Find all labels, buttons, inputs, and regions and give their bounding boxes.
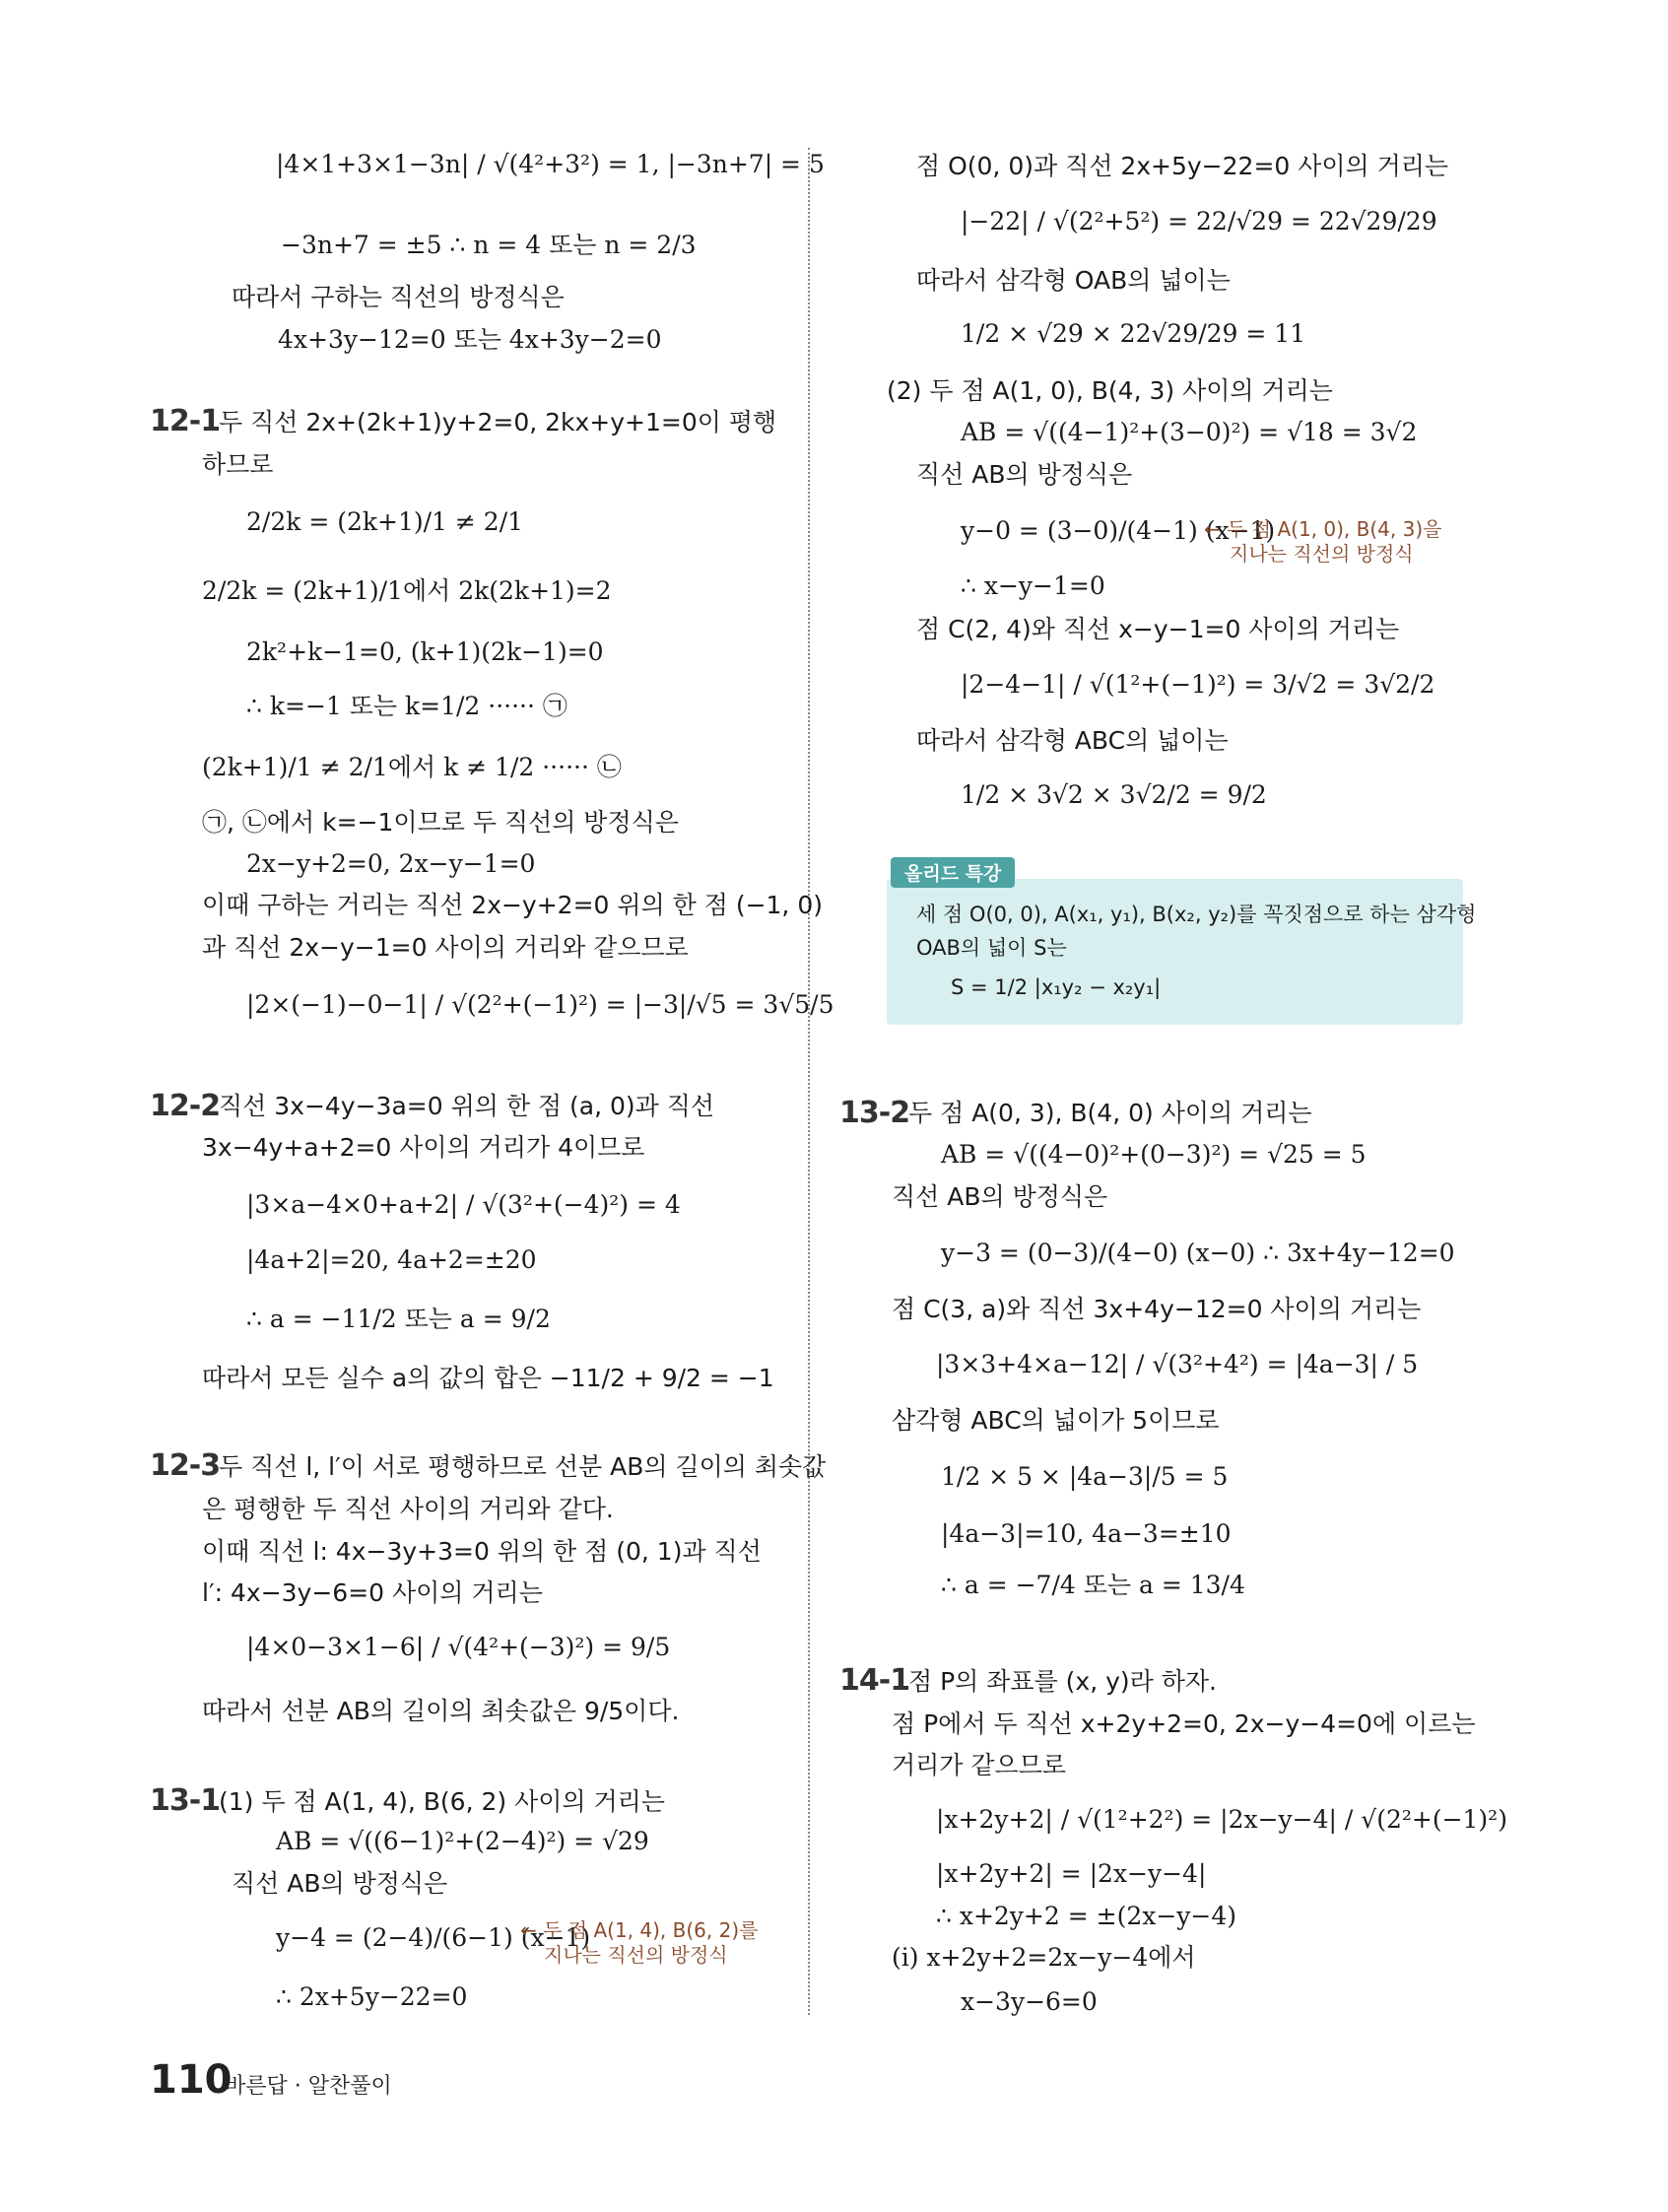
text-line: 따라서 구하는 직선의 방정식은 [232, 283, 565, 311]
text-line: 점 P의 좌표를 (x, y)라 하자. [908, 1667, 1218, 1696]
eq-line: |4×0−3×1−6| / √(4²+(−3)²) = 9/5 [246, 1633, 671, 1661]
eq-line: |x+2y+2| = |2x−y−4| [936, 1859, 1207, 1888]
text-line: 점 P에서 두 직선 x+2y+2=0, 2x−y−4=0에 이르는 [892, 1709, 1476, 1738]
text-line: 따라서 선분 AB의 길이의 최솟값은 9/5이다. [202, 1697, 680, 1725]
text-line: 따라서 모든 실수 a의 값의 합은 −11/2 + 9/2 = −1 [202, 1364, 774, 1392]
text-line: 이때 구하는 거리는 직선 2x−y+2=0 위의 한 점 (−1, 0) [202, 891, 823, 919]
eq-line: (i) x+2y+2=2x−y−4에서 [892, 1943, 1196, 1972]
eq-line: (2k+1)/1 ≠ 2/1에서 k ≠ 1/2 ······ ㉡ [202, 753, 622, 781]
eq-line: 1/2 × 3√2 × 3√2/2 = 9/2 [961, 780, 1267, 809]
tip-box-tag: 올리드 특강 [891, 857, 1015, 888]
eq-line: 2/2k = (2k+1)/1에서 2k(2k+1)=2 [202, 576, 612, 605]
text-line: 은 평행한 두 직선 사이의 거리와 같다. [202, 1495, 614, 1523]
eq-line: |2−4−1| / √(1²+(−1)²) = 3/√2 = 3√2/2 [961, 670, 1435, 699]
text-line: 따라서 삼각형 OAB의 넓이는 [916, 266, 1231, 295]
page-number: 110 [150, 2057, 233, 2103]
eq-line: |2×(−1)−0−1| / √(2²+(−1)²) = |−3|/√5 = 3√5/5 [246, 990, 834, 1019]
text-line: 점 O(0, 0)과 직선 2x+5y−22=0 사이의 거리는 [916, 152, 1449, 180]
eq-line: |4a−3|=10, 4a−3=±10 [941, 1519, 1232, 1548]
eq-line: y−3 = (0−3)/(4−0) (x−0) ∴ 3x+4y−12=0 [941, 1239, 1455, 1267]
text-line: 두 직선 l, l′이 서로 평행하므로 선분 AB의 길이의 최솟값 [219, 1452, 827, 1481]
eq-line: |4×1+3×1−3n| / √(4²+3²) = 1, |−3n+7| = 5 [276, 150, 825, 178]
text-line: l′: 4x−3y−6=0 사이의 거리는 [202, 1578, 543, 1607]
side-note: ← 두 점 A(1, 0), B(4, 3)을 [1204, 517, 1442, 541]
eq-line: AB = √((6−1)²+(2−4)²) = √29 [276, 1827, 649, 1855]
text-line: 하므로 [202, 450, 274, 479]
problem-number-12-2: 12-2 [150, 1089, 221, 1123]
problem-number-14-1: 14-1 [839, 1663, 910, 1698]
eq-line: x−3y−6=0 [961, 1987, 1098, 2016]
eq-line: ∴ a = −7/4 또는 a = 13/4 [941, 1571, 1245, 1599]
text-line: 직선 AB의 방정식은 [916, 460, 1133, 489]
eq-line: 2/2k = (2k+1)/1 ≠ 2/1 [246, 507, 524, 536]
text-line: 이때 직선 l: 4x−3y+3=0 위의 한 점 (0, 1)과 직선 [202, 1537, 762, 1566]
eq-line: y−4 = (2−4)/(6−1) (x−1) [276, 1923, 591, 1952]
eq-line: |4a+2|=20, 4a+2=±20 [246, 1245, 537, 1274]
eq-line: ∴ 2x+5y−22=0 [276, 1982, 468, 2011]
tip-formula: S = 1/2 |x₁y₂ − x₂y₁| [951, 975, 1162, 999]
text-line: ㉠, ㉡에서 k=−1이므로 두 직선의 방정식은 [202, 808, 679, 837]
text-line: 삼각형 ABC의 넓이가 5이므로 [892, 1406, 1220, 1435]
problem-number-12-1: 12-1 [150, 404, 221, 438]
side-note: ← 두 점 A(1, 4), B(6, 2)를 [520, 1918, 759, 1942]
eq-line: AB = √((4−1)²+(3−0)²) = √18 = 3√2 [961, 418, 1418, 446]
tip-line: OAB의 넓이 S는 [916, 936, 1067, 960]
text-line: 두 직선 2x+(2k+1)y+2=0, 2kx+y+1=0이 평행 [219, 408, 777, 436]
text-line: (2) 두 점 A(1, 0), B(4, 3) 사이의 거리는 [887, 376, 1333, 405]
eq-line: y−0 = (3−0)/(4−1) (x−1) [961, 516, 1276, 545]
side-note: 지나는 직선의 방정식 [544, 1943, 728, 1967]
text-line: (1) 두 점 A(1, 4), B(6, 2) 사이의 거리는 [219, 1787, 665, 1816]
eq-line: |−22| / √(2²+5²) = 22/√29 = 22√29/29 [961, 207, 1437, 235]
text-line: 거리가 같으므로 [892, 1751, 1066, 1779]
eq-line: |3×a−4×0+a+2| / √(3²+(−4)²) = 4 [246, 1190, 681, 1219]
eq-line: ∴ a = −11/2 또는 a = 9/2 [246, 1305, 551, 1333]
footer-title: 바른답 · 알찬풀이 [225, 2074, 392, 2099]
eq-line: |x+2y+2| / √(1²+2²) = |2x−y−4| / √(2²+(−1)²) [936, 1805, 1507, 1834]
eq-line: ∴ x−y−1=0 [961, 571, 1105, 600]
side-note: 지나는 직선의 방정식 [1230, 542, 1414, 566]
eq-line: ∴ x+2y+2 = ±(2x−y−4) [936, 1902, 1237, 1930]
eq-line: 1/2 × √29 × 22√29/29 = 11 [961, 319, 1306, 348]
text-line: 3x−4y+a+2=0 사이의 거리가 4이므로 [202, 1133, 645, 1162]
eq-line: 2x−y+2=0, 2x−y−1=0 [246, 849, 536, 878]
eq-line: ∴ k=−1 또는 k=1/2 ······ ㉠ [246, 692, 567, 720]
eq-line: 1/2 × 5 × |4a−3|/5 = 5 [941, 1462, 1229, 1491]
text-line: 직선 AB의 방정식은 [892, 1182, 1108, 1211]
text-line: 과 직선 2x−y−1=0 사이의 거리와 같으므로 [202, 933, 689, 962]
eq-line: AB = √((4−0)²+(0−3)²) = √25 = 5 [941, 1140, 1367, 1169]
problem-number-12-3: 12-3 [150, 1448, 221, 1483]
eq-line: 2k²+k−1=0, (k+1)(2k−1)=0 [246, 637, 604, 666]
text-line: 점 C(2, 4)와 직선 x−y−1=0 사이의 거리는 [916, 615, 1400, 643]
problem-number-13-2: 13-2 [839, 1096, 910, 1130]
text-line: 점 C(3, a)와 직선 3x+4y−12=0 사이의 거리는 [892, 1295, 1422, 1323]
eq-line: −3n+7 = ±5 ∴ n = 4 또는 n = 2/3 [281, 231, 697, 259]
tip-line: 세 점 O(0, 0), A(x₁, y₁), B(x₂, y₂)를 꼭짓점으로 하는 삼각형 [916, 903, 1477, 926]
problem-number-13-1: 13-1 [150, 1783, 221, 1818]
text-line: 직선 3x−4y−3a=0 위의 한 점 (a, 0)과 직선 [219, 1092, 715, 1120]
text-line: 두 점 A(0, 3), B(4, 0) 사이의 거리는 [908, 1099, 1312, 1127]
text-line: 따라서 삼각형 ABC의 넓이는 [916, 726, 1229, 755]
column-divider [808, 148, 810, 2015]
eq-line: 4x+3y−12=0 또는 4x+3y−2=0 [278, 325, 662, 354]
text-line: 직선 AB의 방정식은 [232, 1869, 448, 1898]
eq-line: |3×3+4×a−12| / √(3²+4²) = |4a−3| / 5 [936, 1350, 1419, 1378]
